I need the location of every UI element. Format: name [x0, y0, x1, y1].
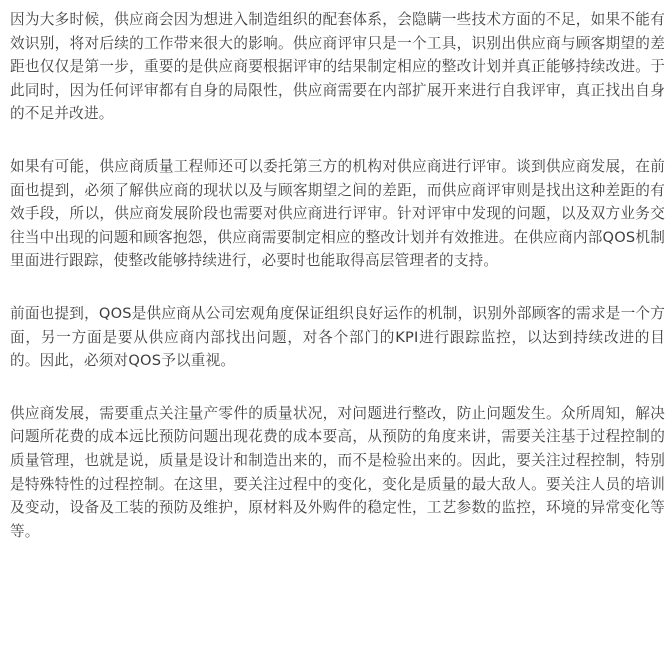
- paragraph-qos-mechanism: 前面也提到，QOS是供应商从公司宏观角度保证组织良好运作的机制，识别外部顾客的需求是一个方面，另一方面是要从供应商内部找出问题，对各个部门的KPI进行跟踪监控，以达到持续改进的目的。因此，必须对QOS予以重视。: [10, 304, 665, 370]
- paragraph-third-party-evaluation: 如果有可能，供应商质量工程师还可以委托第三方的机构对供应商进行评审。谈到供应商发展，在前面也提到，必须了解供应商的现状以及与顾客期望之间的差距，而供应商评审则是找出这种差距的有效手段，所以，供应商发展阶段也需要对供应商进行评审。针对评审中发现的问题，以及双方业务交往当中出现的问题和顾客抱怨，供应商需要制定相应的整改计划并有效推进。在供应商内部QOS机制里面进行跟踪，使整改能够持续进行，必要时也能取得高层管理者的支持。: [10, 157, 665, 270]
- paragraph-process-control: 供应商发展，需要重点关注量产零件的质量状况，对问题进行整改，防止问题发生。众所周知，解决问题所花费的成本远比预防问题出现花费的成本要高，从预防的角度来讲，需要关注基于过程控制的质量管理，也就是说，质量是设计和制造出来的，而不是检验出来的。因此，要关注过程控制，特别是特殊特性的过程控制。在这里，要关注过程中的变化，变化是质量的最大敌人。要关注人员的培训及变动，设备及工装的预防及维护，原材料及外购件的稳定性，工艺参数的监控，环境的异常变化等等。: [10, 404, 665, 540]
- paragraph-supplier-evaluation: 因为大多时候，供应商会因为想进入制造组织的配套体系，会隐瞒一些技术方面的不足，如果不能有效识别，将对后续的工作带来很大的影响。供应商评审只是一个工具，识别出供应商与顾客期望的差距也仅仅是第一步，重要的是供应商要根据评审的结果制定相应的整改计划并真正能够持续改进。于此同时，因为任何评审都有自身的局限性，供应商需要在内部扩展开来进行自我评审，真正找出自身的不足并改进。: [10, 11, 665, 123]
